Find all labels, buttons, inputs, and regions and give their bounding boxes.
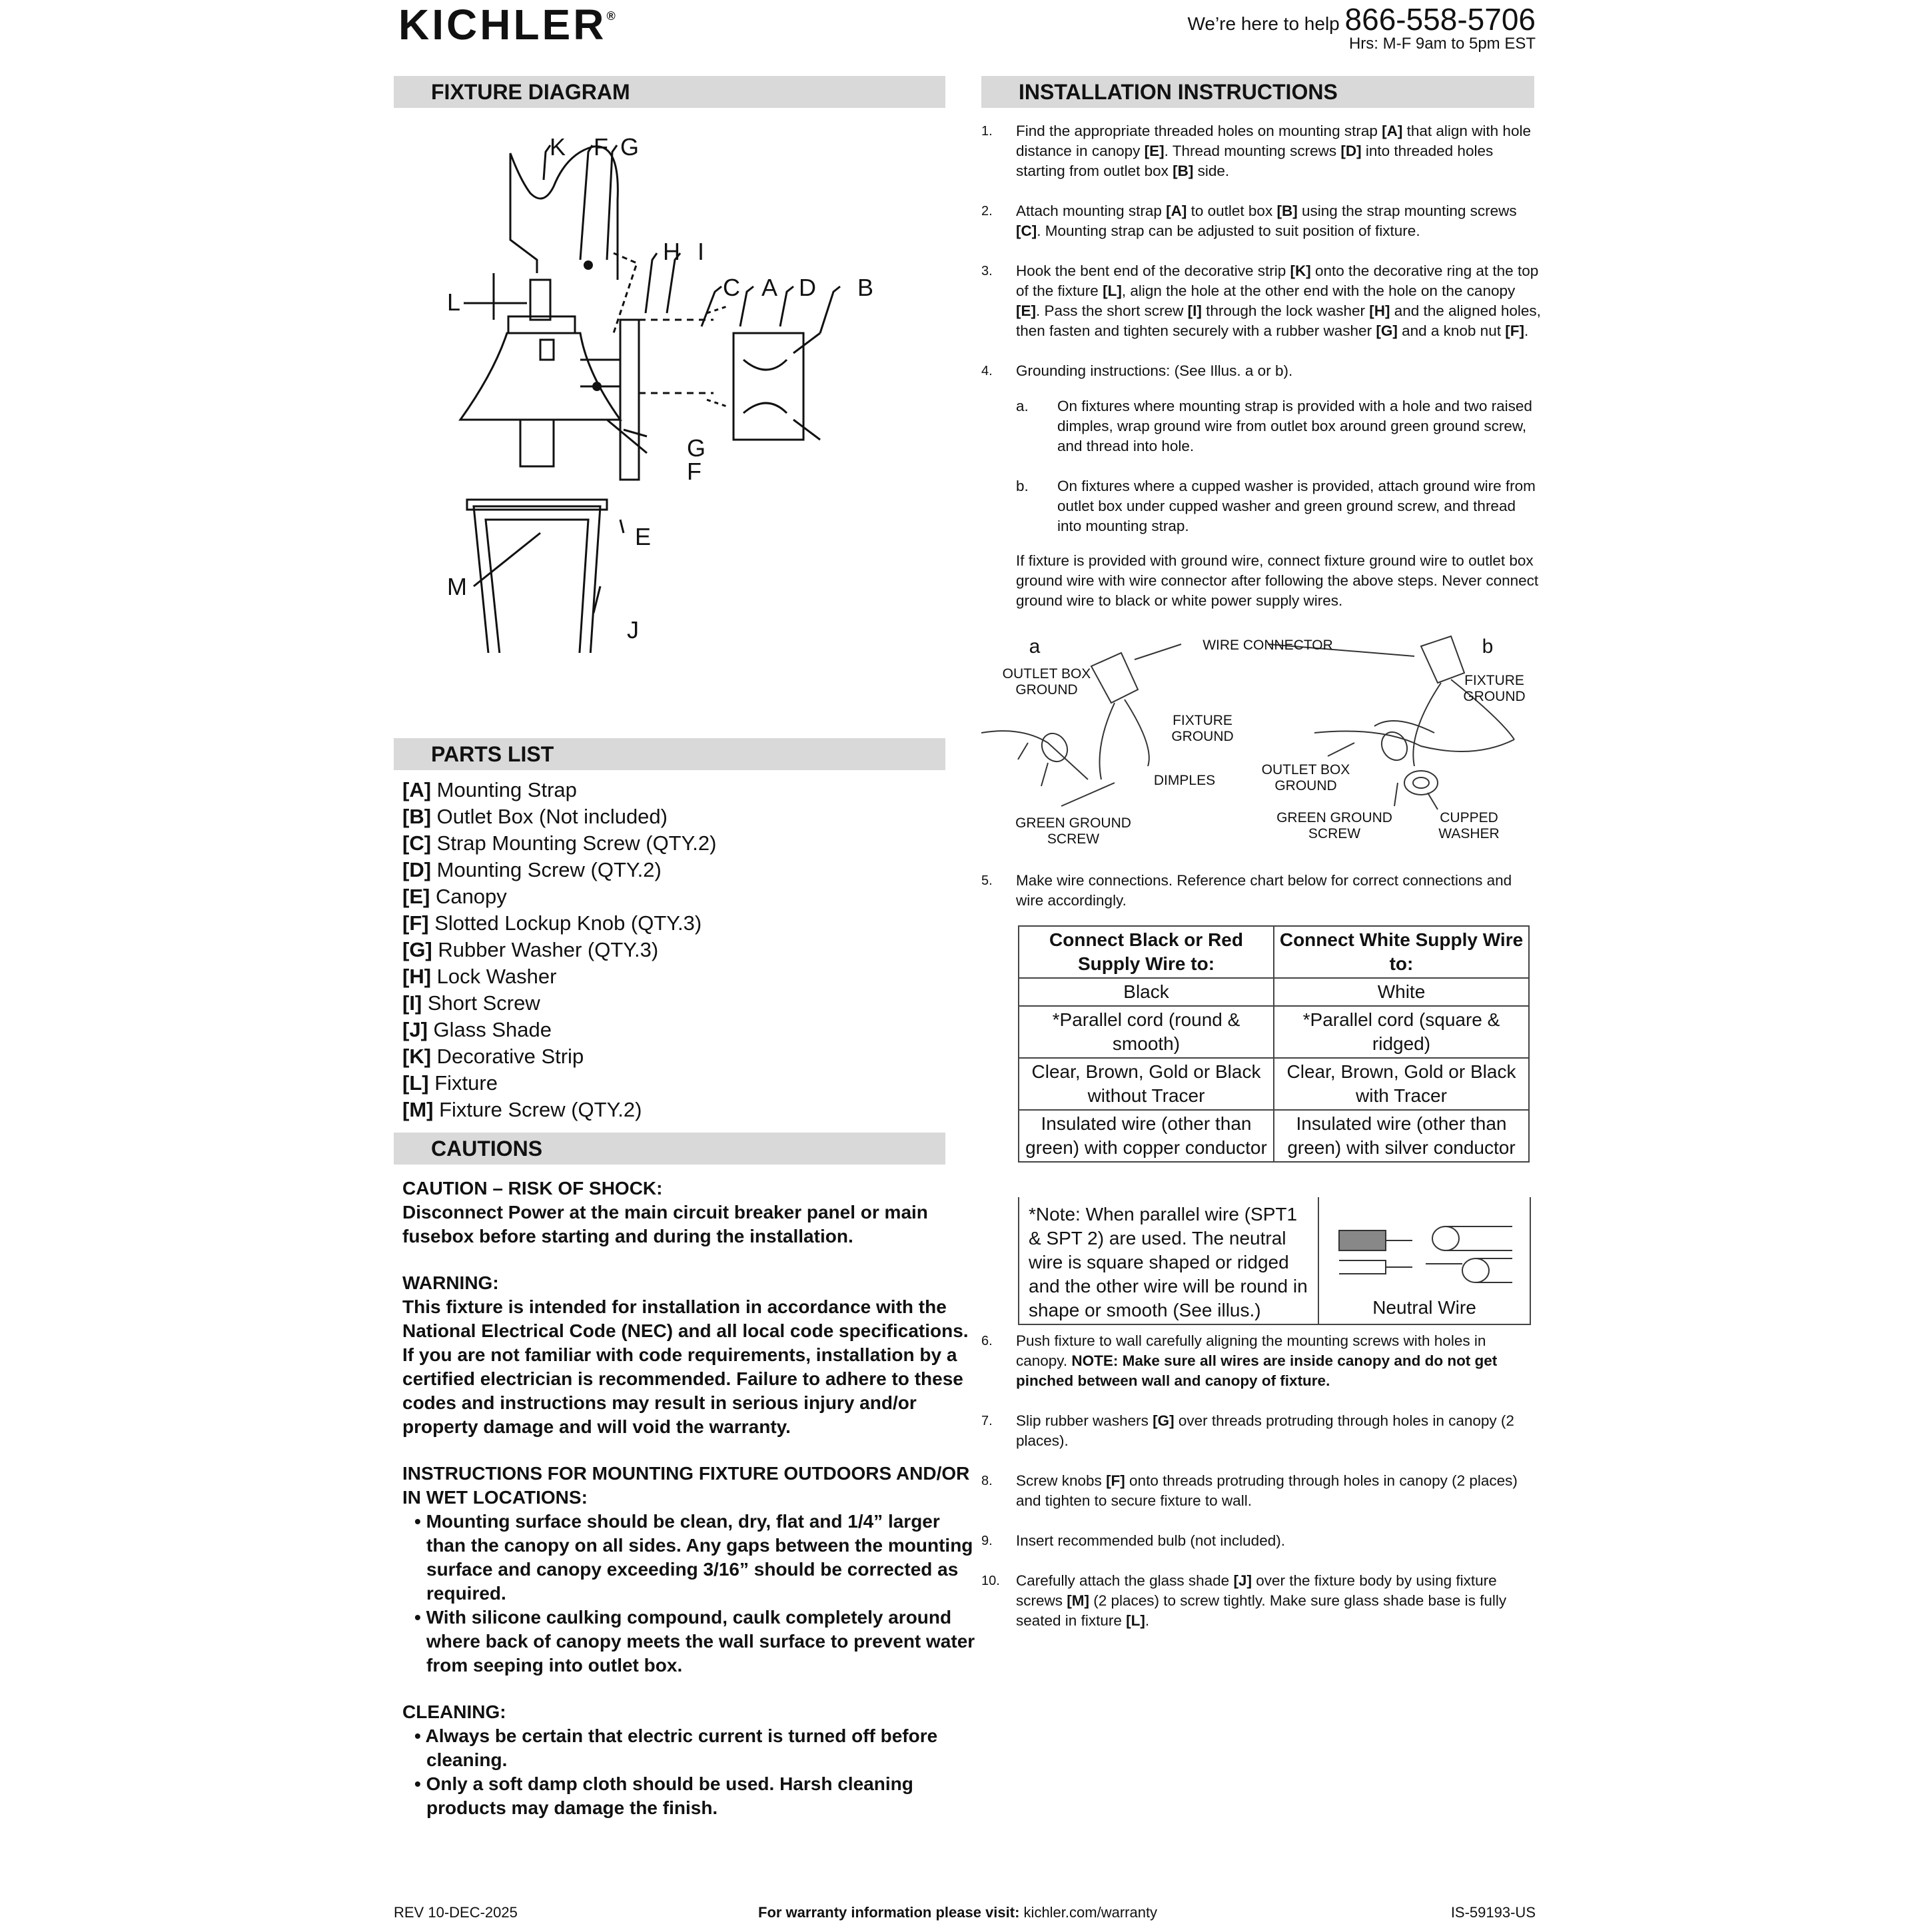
part-item: [E] Canopy <box>402 885 507 908</box>
grounding-illustration <box>981 626 1534 853</box>
label-e: E <box>635 523 652 550</box>
wire-connector-b-shape <box>1421 636 1464 683</box>
steps-1-4 <box>981 121 1541 611</box>
part-item: [H] Lock Washer <box>402 965 557 988</box>
wet-bullet-2: • With silicone caulking compound, caulk completely around where back of canopy meets the wall surface to prevent water from seeping into outlet box. <box>414 1607 975 1676</box>
fixture-top-shape <box>530 280 550 320</box>
neutral-wire-illus <box>1318 1197 1531 1325</box>
neutral-wire-label: Neutral Wire <box>1372 1297 1476 1318</box>
step-8: 8. Screw knobs [F] onto threads protruding through holes in canopy (2 places) and tighten to secure fixture to wall. <box>981 1472 1518 1509</box>
label-f-bottom: F <box>687 458 702 485</box>
step-4b: b. On fixtures where a cupped washer is provided, attach ground wire from outlet box under cupped washer and green ground screw, and thread into mounting strap. <box>1016 477 1536 534</box>
step-5-block <box>981 871 1541 911</box>
table-row: *Parallel cord (round & smooth) *Parallel cord (square & ridged) <box>1019 1006 1529 1058</box>
step-1: 1. Find the appropriate threaded holes on mounting strap [A] that align with hole distance in canopy [E]. Thread mounting screws [D] into threaded holes starting from outlet box [B] side. <box>981 123 1531 179</box>
document-number: IS-59193-US <box>1450 1904 1536 1921</box>
wire-connector-label: WIRE CONNECTOR <box>1203 638 1333 653</box>
step-10: 10. Carefully attach the glass shade [J] over the fixture body by using fixture screws [M] (2 places) to screw tightly. Make sure glass shade base is fully seated in fixture [L]. <box>981 1572 1507 1629</box>
cupped-washer-label: CUPPED <box>1440 810 1498 825</box>
label-l: L <box>447 288 461 316</box>
kichler-logo: KICHLER® <box>398 1 616 49</box>
part-item: [D] Mounting Screw (QTY.2) <box>402 858 662 881</box>
cautions-body <box>402 1177 975 1820</box>
illus-b-letter: b <box>1482 636 1494 658</box>
warning-title: WARNING: <box>402 1272 499 1293</box>
part-item: [L] Fixture <box>402 1071 498 1095</box>
parts-list <box>402 777 962 1123</box>
warning-text: This fixture is intended for installation in accordance with the National Electrical Code (NEC) and all local code specifications. If you are not familiar with code requirements, installation by a certified electrician is recommended. Failure to adhere to these codes and instructions may result in serious injury and/or property damage and will void the warranty. <box>402 1296 969 1437</box>
outlet-box-shape <box>733 333 803 440</box>
help-hours: Hrs: M-F 9am to 5pm EST <box>1348 35 1536 53</box>
step-5: 5. Make wire connections. Reference chart below for correct connections and wire accordingly. <box>981 872 1512 909</box>
fixture-diagram-heading: FIXTURE DIAGRAM <box>394 76 945 108</box>
steps-6-10 <box>981 1331 1541 1631</box>
label-m: M <box>447 573 467 600</box>
decorative-strip-shape <box>510 147 618 280</box>
clean-bullet-1: • Always be certain that electric current is turned off before cleaning. <box>414 1725 938 1770</box>
label-f-top: F <box>594 133 608 161</box>
parallel-wire-note: *Note: When parallel wire (SPT1 & SPT 2) are used. The neutral wire is square shaped or ridged and the other wire will be round in shape or smooth (See illus.) <box>1018 1197 1319 1325</box>
label-g-top: G <box>620 133 640 161</box>
table-header-black: Connect Black or Red Supply Wire to: <box>1019 926 1274 978</box>
neutral-wire-drawing <box>1319 1197 1530 1297</box>
help-contact <box>1187 1 1536 53</box>
clean-bullet-2: • Only a soft damp cloth should be used. Harsh cleaning products may damage the finish. <box>414 1773 913 1818</box>
fixture-diagram <box>394 120 945 653</box>
fixture-ground-b-label: FIXTURE <box>1464 673 1524 688</box>
outlet-box-ground-b-label: OUTLET BOX <box>1261 762 1350 777</box>
fixture-ground-b-label-2: GROUND <box>1463 689 1526 704</box>
caution-title: CAUTION – RISK OF SHOCK: <box>402 1178 663 1199</box>
part-item: [M] Fixture Screw (QTY.2) <box>402 1098 642 1121</box>
green-screw-b-label-2: SCREW <box>1308 826 1361 841</box>
help-phone: 866-558-5706 <box>1344 2 1536 37</box>
step-4-note: If fixture is provided with ground wire, connect fixture ground wire to outlet box ground wire with wire connector after following the above steps. Never connect ground wire to black or white power supply wires. <box>1016 552 1539 609</box>
label-g-bottom: G <box>687 434 706 462</box>
outlet-box-ground-a-label: OUTLET BOX <box>1002 666 1091 682</box>
cupped-washer-label-2: WASHER <box>1438 826 1500 841</box>
step-3: 3. Hook the bent end of the decorative strip [K] onto the decorative ring at the top of the fixture [L], align the hole at the other end with the hole on the canopy [E]. Pass the short screw [I] through the lock washer [H] and the aligned holes, then fasten and tighten securely with a rubber washer [G] and a knob nut [F]. <box>981 262 1541 339</box>
part-item: [J] Glass Shade <box>402 1018 552 1041</box>
part-item: [C] Strap Mounting Screw (QTY.2) <box>402 831 717 855</box>
ridged-wire-shape <box>1339 1230 1386 1250</box>
step-4a: a. On fixtures where mounting strap is provided with a hole and two raised dimples, wrap ground wire from outlet box around green ground screw, and thread into hole. <box>1016 397 1532 454</box>
illus-a-letter: a <box>1029 636 1041 658</box>
part-item: [B] Outlet Box (Not included) <box>402 805 668 828</box>
green-screw-b-label: GREEN GROUND <box>1276 810 1392 825</box>
step-9: 9. Insert recommended bulb (not included). <box>981 1532 1285 1549</box>
green-screw-a-label: GREEN GROUND <box>1015 815 1131 831</box>
outlet-box-ground-b-label-2: GROUND <box>1274 778 1337 793</box>
table-header-white: Connect White Supply Wire to: <box>1274 926 1529 978</box>
warranty-link[interactable]: kichler.com/warranty <box>1019 1904 1158 1921</box>
outlet-box-ground-a-label-2: GROUND <box>1015 682 1078 698</box>
wet-bullet-1: • Mounting surface should be clean, dry, flat and 1/4” larger than the canopy on all sides. Any gaps between the mounting surface and canopy exceeding 3/16” should be corrected as required. <box>414 1511 973 1604</box>
part-item: [A] Mounting Strap <box>402 778 577 801</box>
table-row: Clear, Brown, Gold or Black without Tracer Clear, Brown, Gold or Black with Tracer <box>1019 1058 1529 1110</box>
help-lead: We’re here to help <box>1187 13 1340 34</box>
wet-title: INSTRUCTIONS FOR MOUNTING FIXTURE OUTDOORS AND/OR IN WET LOCATIONS: <box>402 1463 970 1508</box>
installation-heading: INSTALLATION INSTRUCTIONS <box>981 76 1534 108</box>
label-j: J <box>627 616 639 644</box>
revision-date: REV 10-DEC-2025 <box>394 1904 518 1921</box>
step-4: 4. Grounding instructions: (See Illus. a or b). <box>981 362 1293 379</box>
dimples-label: DIMPLES <box>1153 773 1216 788</box>
table-row: Black White <box>1019 978 1529 1006</box>
cleaning-title: CLEANING: <box>402 1701 506 1722</box>
label-h: H <box>663 238 680 265</box>
label-k: K <box>550 133 566 161</box>
label-c: C <box>723 274 740 301</box>
caution-text: Disconnect Power at the main circuit breaker panel or main fusebox before starting and during the installation. <box>402 1202 928 1246</box>
parts-list-heading: PARTS LIST <box>394 738 945 770</box>
bulb-socket-shape <box>520 420 554 466</box>
label-a: A <box>761 274 778 301</box>
wire-connection-table <box>1018 925 1530 1163</box>
label-b: B <box>857 274 874 301</box>
step-2: 2. Attach mounting strap [A] to outlet box [B] using the strap mounting screws [C]. Mounting strap can be adjusted to suit position of fixture. <box>981 203 1517 239</box>
green-screw-a-label-2: SCREW <box>1047 831 1100 847</box>
cautions-heading: CAUTIONS <box>394 1133 945 1165</box>
step-7: 7. Slip rubber washers [G] over threads protruding through holes in canopy (2 places). <box>981 1412 1514 1449</box>
fixture-ground-a-label-2: GROUND <box>1171 729 1234 744</box>
cupped-washer-shape <box>1404 771 1438 795</box>
warranty-info: For warranty information please visit: kichler.com/warranty <box>758 1904 1158 1921</box>
round-wire-shape <box>1432 1226 1459 1250</box>
table-row: Insulated wire (other than green) with copper conductor Insulated wire (other than green) with silver conductor <box>1019 1110 1529 1162</box>
fixture-ground-a-label: FIXTURE <box>1173 713 1232 728</box>
step-6: 6. Push fixture to wall carefully aligning the mounting screws with holes in canopy. NOTE: Make sure all wires are inside canopy and do not get pinched between wall and canopy of fixture. <box>981 1332 1498 1389</box>
canopy-shape <box>620 320 639 480</box>
part-item: [F] Slotted Lockup Knob (QTY.3) <box>402 911 702 935</box>
green-ground-screw-b-shape <box>1376 727 1412 765</box>
part-item: [K] Decorative Strip <box>402 1045 584 1068</box>
label-d: D <box>799 274 816 301</box>
part-item: [I] Short Screw <box>402 991 540 1015</box>
wire-connector-a-shape <box>1091 653 1138 703</box>
label-i: I <box>698 238 705 265</box>
part-item: [G] Rubber Washer (QTY.3) <box>402 938 659 961</box>
